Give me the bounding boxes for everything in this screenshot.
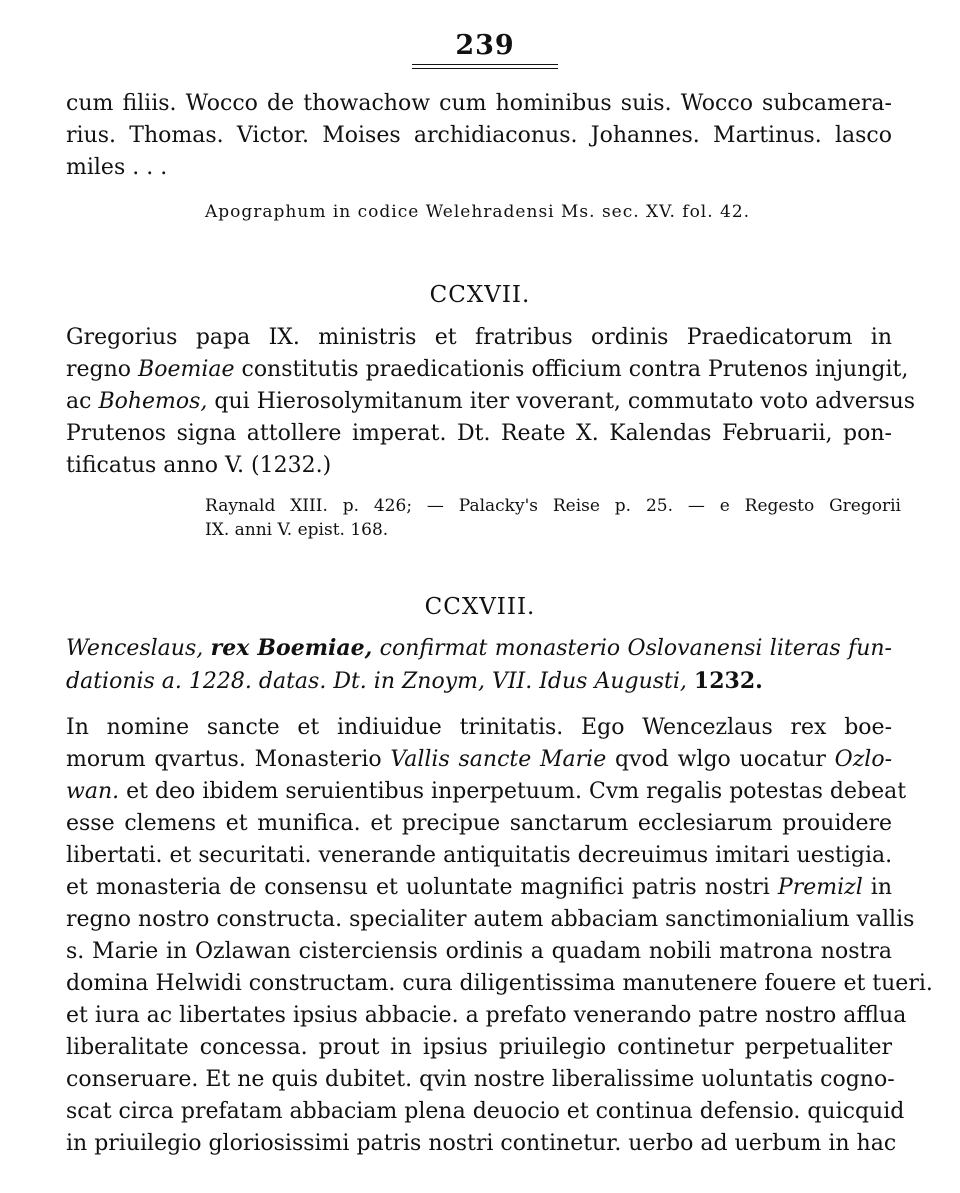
text-line: ac Bohemos, qui Hierosolymitanum iter voverant, commutato voto adversus [66, 389, 916, 414]
text-line: wan. et deo ibidem seruientibus inperpetuum. Cvm regalis potestas debeat [66, 779, 907, 804]
text-line: morum qvartus. Monasterio Vallis sancte Marie qvod wlgo uocatur Ozlo- [66, 747, 893, 772]
document-number-218: CCXVIII. [424, 594, 536, 620]
continuation-paragraph [66, 88, 892, 184]
text-line: regno Boemiae constitutis praedicationis officium contra Prutenos injungit, [66, 357, 909, 382]
text-line: liberalitate concessa. prout in ipsius priuilegio continetur perpetualiter [66, 1035, 892, 1060]
text-line: Wenceslaus, rex Boemiae, confirmat monasterio Oslovanensi literas fun- [66, 635, 892, 661]
text-line: regno nostro constructa. specialiter autem abbaciam sanctimonialium vallis [66, 907, 915, 932]
text-line: Prutenos signa attollere imperat. Dt. Reate X. Kalendas Februarii, pon- [66, 421, 892, 446]
charter-text-218 [66, 712, 933, 1160]
text-line: dationis a. 1228. datas. Dt. in Znoym, VII. Idus Augusti, 1232. [66, 668, 763, 694]
page-number-rule [412, 64, 558, 69]
document-number-217: CCXVII. [429, 282, 531, 308]
source-note-217 [205, 494, 901, 542]
text-line: miles . . . [66, 155, 168, 180]
text-line: In nomine sancte et indiuidue trinitatis. Ego Wencezlaus rex boe- [66, 715, 892, 740]
text-line: in priuilegio gloriosissimi patris nostri continetur. uerbo ad uerbum in hac [66, 1131, 897, 1156]
text-line: Raynald XIII. p. 426; — Palacky's Reise p. 25. — e Regesto Gregorii [205, 496, 901, 516]
summary-218 [66, 632, 892, 698]
text-line: tificatus anno V. (1232.) [66, 453, 332, 478]
text-line: conseruare. Et ne quis dubitet. qvin nostre liberalissime uoluntatis cogno- [66, 1067, 895, 1092]
summary-217 [66, 322, 916, 482]
text-line: Gregorius papa IX. ministris et fratribus ordinis Praedicatorum in [66, 325, 892, 350]
text-line: esse clemens et munifica. et precipue sanctarum ecclesiarum prouidere [66, 811, 892, 836]
text-line: domina Helwidi constructam. cura diligentissima manutenere fouere et tueri. [66, 971, 933, 996]
text-line: s. Marie in Ozlawan cisterciensis ordinis a quadam nobili matrona nostra [66, 939, 892, 964]
page-number: 239 [455, 30, 515, 61]
text-line: et iura ac libertates ipsius abbacie. a prefato venerando patre nostro afflua [66, 1003, 907, 1028]
text-line: cum filiis. Wocco de thowachow cum hominibus suis. Wocco subcamera- [66, 91, 892, 116]
text-line: libertati. et securitati. venerande antiquitatis decreuimus imitari uestigia. [66, 843, 893, 868]
text-line: rius. Thomas. Victor. Moises archidiaconus. Johannes. Martinus. lasco [66, 123, 892, 148]
text-line: et monasteria de consensu et uoluntate magnifici patris nostri Premizl in [66, 875, 893, 900]
text-line: scat circa prefatam abbaciam plena deuocio et continua defensio. quicquid [66, 1099, 905, 1124]
source-note: Apographum in codice Welehradensi Ms. sec. XV. fol. 42. [205, 202, 751, 222]
text-line: IX. anni V. epist. 168. [205, 520, 389, 540]
